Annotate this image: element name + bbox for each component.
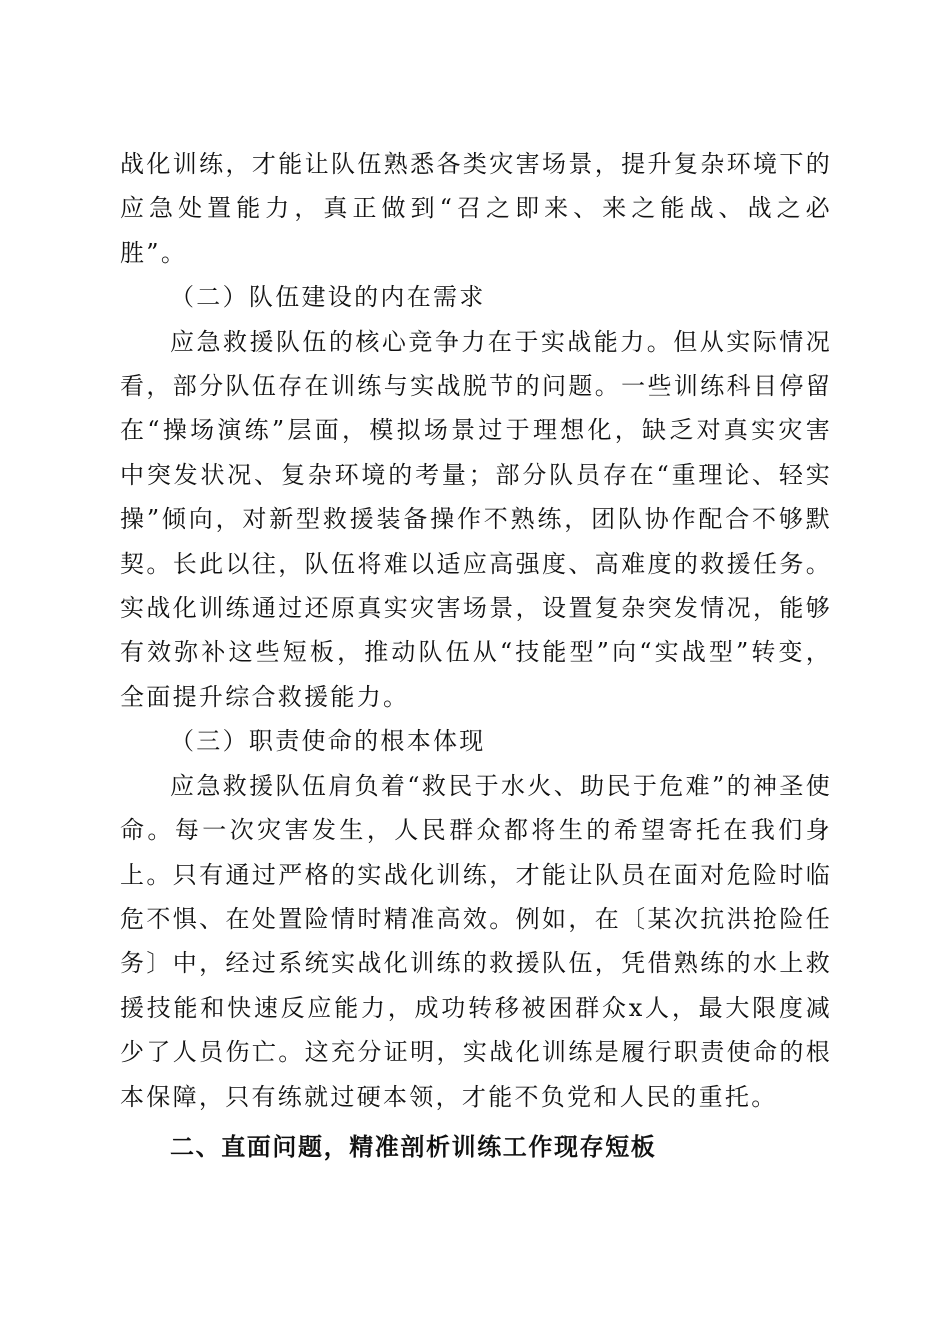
section-heading-2: 二、直面问题，精准剖析训练工作现存短板 — [170, 1132, 657, 1161]
paragraph-mission: 应急救援队伍肩负着“救民于水火、助民于危难”的神圣使命。每一次灾害发生，人民群众都将生的希望寄托在我们身上。只有通过严格的实战化训练，才能让队员在面对危险时临危不惧、在处置险情时精准高效。例如，在〔某次抗洪抢险任务〕中，经过系统实战化训练的救援队伍，凭借熟练的水上救援技能和快速反应能力，成功转移被困群众x人，最大限度减少了人员伤亡。这充分证明，实战化训练是履行职责使命的根本保障，只有练就过硬本领，才能不负党和人民的重托。 — [120, 771, 832, 1111]
continued-paragraph: 战化训练，才能让队伍熟悉各类灾害场景，提升复杂环境下的应急处置能力，真正做到“召之即来、来之能战、战之必胜”。 — [120, 150, 832, 267]
paragraph-team-building: 应急救援队伍的核心竞争力在于实战能力。但从实际情况看，部分队伍存在训练与实战脱节的问题。一些训练科目停留在“操场演练”层面，模拟场景过于理想化，缺乏对真实灾害中突发状况、复杂环境的考量；部分队员存在“重理论、轻实操”倾向，对新型救援装备操作不熟练，团队协作配合不够默契。长此以往，队伍将难以适应高强度、高难度的救援任务。实战化训练通过还原真实灾害场景，设置复杂突发情况，能够有效弥补这些短板，推动队伍从“技能型”向“实战型”转变，全面提升综合救援能力。 — [120, 327, 832, 711]
document-page — [120, 142, 832, 1169]
subsection-heading-2: （二）队伍建设的内在需求 — [170, 283, 486, 312]
subsection-heading-3: （三）职责使命的根本体现 — [170, 727, 486, 756]
